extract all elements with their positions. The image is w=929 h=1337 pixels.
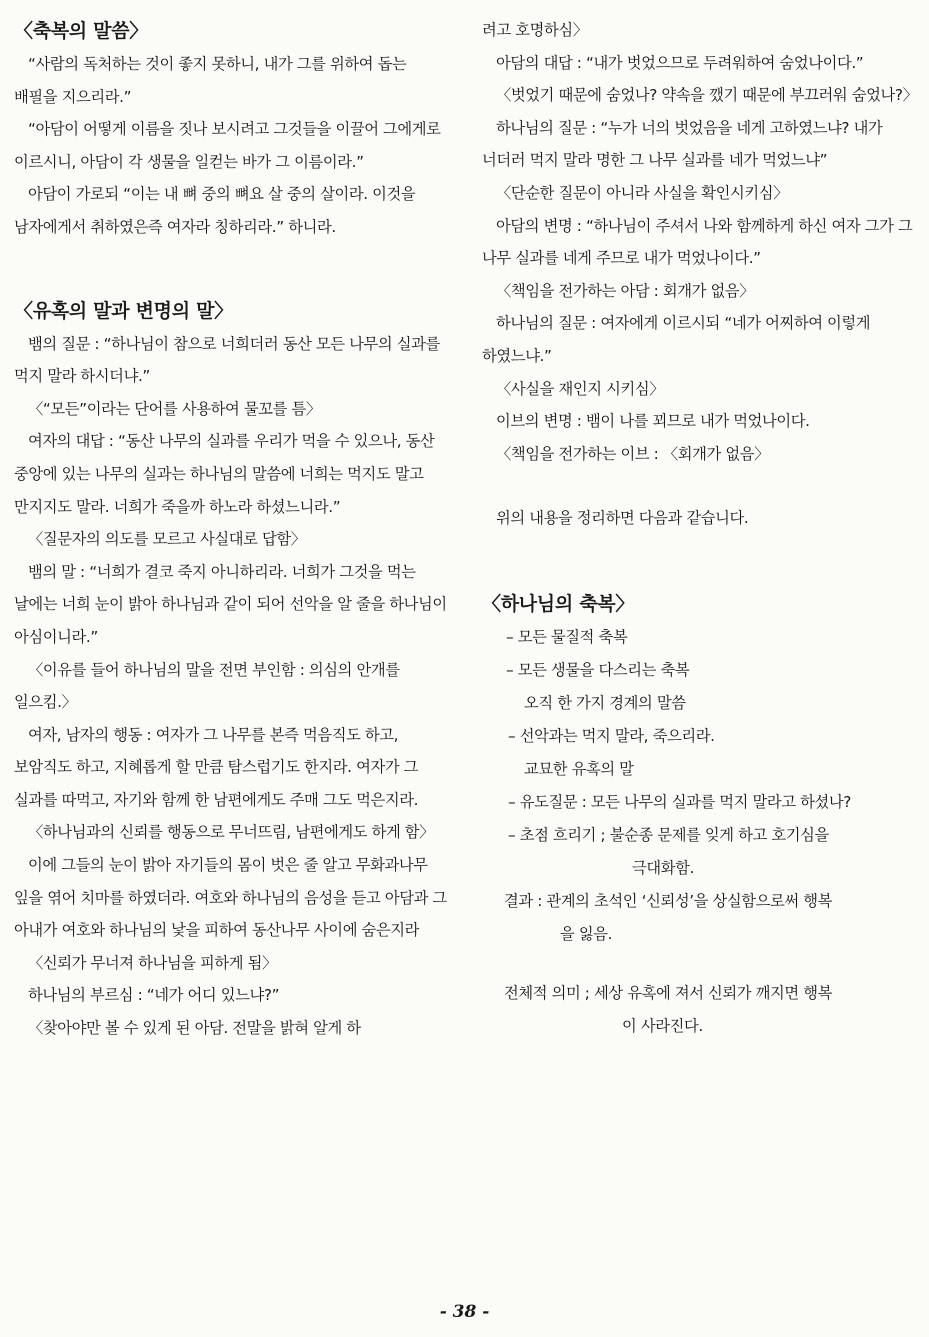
spacer	[482, 535, 916, 587]
list-item: – 모든 물질적 축복	[506, 627, 628, 646]
paragraph: 하나님의 질문 : 여자에게 이르시되 “네가 어찌하여 이렇게 하였느냐.”	[482, 314, 871, 365]
annotation: 〈단순한 질문이 아니라 사실을 확인시키심〉	[496, 183, 789, 202]
paragraph: “아담이 어떻게 이름을 짓나 보시려고 그것들을 이끌어 그에게로 이르시니, 아담이 각 생물을 일컫는 바가 그 이름이라.”	[14, 120, 441, 171]
list-subheading: 교묘한 유혹의 말	[524, 759, 634, 778]
page-number: - 38 -	[439, 1302, 490, 1322]
spacer	[482, 951, 916, 977]
conclusion-line-continued: 이 사라진다.	[622, 1016, 703, 1035]
paragraph: 여자, 남자의 행동 : 여자가 그 나무를 본즉 먹음직도 하고, 보암직도 하고, 지혜롭게 할 만큼 탐스럽기도 한지라. 여자가 그 실과를 따먹고, 자기와 함께 한 남편에게도 주매 그도 먹은지라.	[14, 725, 419, 809]
paragraph: 하나님의 질문 : “누가 너의 벗었음을 네게 고하였느냐? 내가 너더러 먹지 말라 명한 그 나무 실과를 네가 먹었느냐”	[482, 118, 883, 170]
annotation: 〈벗었기 때문에 숨었나? 약속을 깼기 때문에 부끄러워 숨었나?〉	[496, 86, 918, 105]
heading-temptation-excuse: 〈유혹의 말과 변명의 말〉	[14, 299, 233, 322]
heading-blessing-words: 〈축복의 말씀〉	[14, 20, 148, 42]
paragraph: “사람의 독처하는 것이 좋지 못하니, 내가 그를 위하여 돕는 배필을 지으리라.”	[14, 55, 407, 106]
annotation: 〈책임을 전가하는 이브 : 〈회개가 없음〉	[496, 444, 770, 463]
paragraph: 아담의 대답 : “내가 벗었으므로 두려워하여 숨었나이다.”	[496, 53, 864, 72]
paragraph: 아담이 가로되 “이는 내 뼈 중의 뼈요 살 중의 살이라. 이것을 남자에게서 취하였은즉 여자라 칭하리라.” 하니라.	[14, 185, 416, 236]
list-subheading: 오직 한 가지 경계의 말씀	[524, 693, 686, 712]
paragraph: 하나님의 부르심 : “네가 어디 있느냐?”	[28, 986, 280, 1005]
result-line: 결과 : 관계의 초석인 ‘신뢰성’을 상실함으로써 행복	[504, 891, 832, 910]
paragraph: 여자의 대답 : “동산 나무의 실과를 우리가 먹을 수 있으나, 동산 중앙에 있는 나무의 실과는 하나님의 말씀에 너희는 먹지도 말고 만지지도 말라. 너희가 죽을까 하노라 하셨느니라.”	[14, 432, 435, 516]
heading-gods-blessing: 〈하나님의 축복〉	[482, 592, 635, 615]
list-item: – 모든 생물을 다스리는 축복	[506, 660, 690, 679]
annotation-continued: 려고 호명하심〉	[482, 21, 588, 39]
annotation: 〈책임을 전가하는 아담 : 회개가 없음〉	[496, 281, 755, 300]
summary-line: 위의 내용을 정리하면 다음과 같습니다.	[496, 509, 749, 528]
annotation: 〈“모든”이라는 단어를 사용하여 물꼬를 틈〉	[28, 399, 321, 418]
spacer	[14, 244, 450, 294]
annotation: 〈이유를 들어 하나님의 말을 전면 부인함 : 의심의 안개를 일으킴.〉	[14, 660, 400, 712]
result-line-continued: 을 잃음.	[560, 924, 613, 943]
annotation: 〈신뢰가 무너져 하나님을 피하게 됨〉	[28, 953, 277, 972]
right-column	[482, 14, 916, 1043]
annotation: 〈사실을 재인지 시키심〉	[496, 379, 665, 398]
annotation: 〈질문자의 의도를 모르고 사실대로 답함〉	[28, 530, 306, 549]
spacer	[482, 470, 916, 502]
paragraph: 이브의 변명 : 뱀이 나를 꾀므로 내가 먹었나이다.	[496, 412, 810, 431]
conclusion-line: 전체적 의미 ; 세상 유혹에 져서 신뢰가 깨지면 행복	[504, 983, 832, 1002]
paragraph: 뱀의 말 : “너희가 결코 죽지 아니하리라. 너희가 그것을 먹는 날에는 너희 눈이 밝아 하나님과 같이 되어 선악을 알 줄을 하나님이 아심이니라.”	[14, 562, 447, 646]
annotation: 〈찾아야만 볼 수 있게 된 아담. 전말을 밝혀 알게 하	[28, 1019, 361, 1038]
left-column	[14, 14, 450, 1045]
list-item: – 초점 흐리기 ; 불순종 문제를 잊게 하고 호기심을	[508, 825, 829, 844]
paragraph: 이에 그들의 눈이 밝아 자기들의 몸이 벗은 줄 알고 무화과나무 잎을 엮어 치마를 하였더라. 여호와 하나님의 음성을 듣고 아담과 그 아내가 여호와 하나님의 낯을 피하여 동산나무 사이에 숨은지라	[14, 856, 447, 940]
paragraph: 아담의 변명 : “하나님이 주셔서 나와 함께하게 하신 여자 그가 그 나무 실과를 네게 주므로 내가 먹었나이다.”	[482, 216, 913, 268]
list-item: – 유도질문 : 모든 나무의 실과를 먹지 말라고 하셨나?	[508, 792, 851, 811]
paragraph: 뱀의 질문 : “하나님이 참으로 너희더러 동산 모든 나무의 실과를 먹지 말라 하시더냐.”	[14, 334, 440, 386]
annotation: 〈하나님과의 신뢰를 행동으로 무너뜨림, 남편에게도 하게 함〉	[28, 823, 435, 842]
list-item-continued: 극대화함.	[632, 858, 694, 877]
list-item: – 선악과는 먹지 말라, 죽으리라.	[508, 726, 715, 745]
